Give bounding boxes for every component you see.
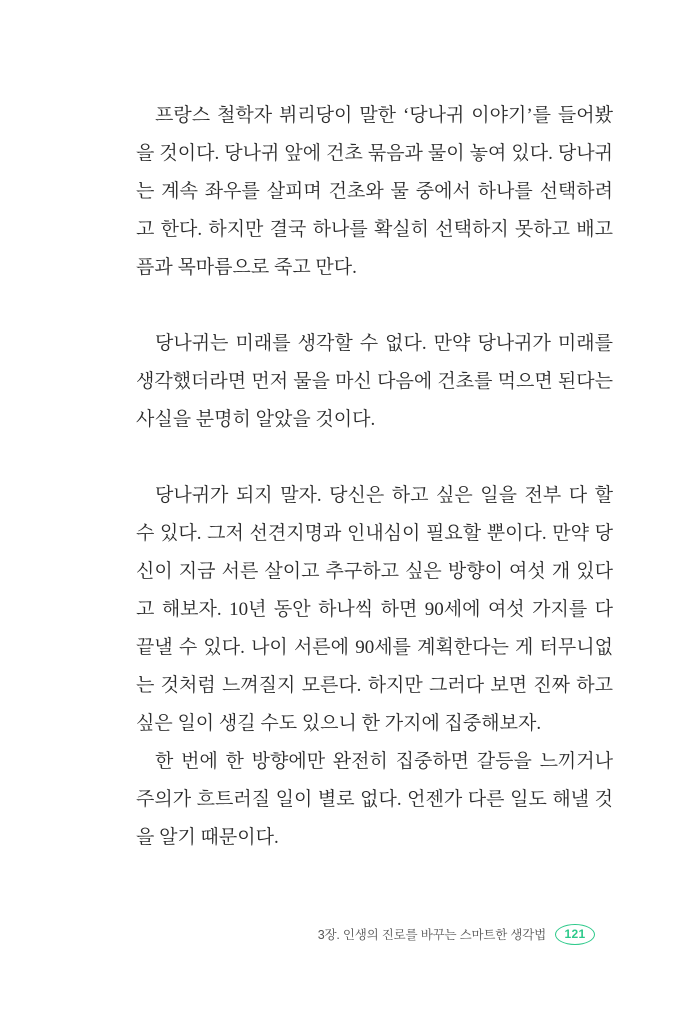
text-line: 을 알기 때문이다. <box>136 827 279 848</box>
text-line: 프랑스 철학자 뷔리당이 말한 ‘당나귀 이야기’를 들어봤 <box>155 105 613 126</box>
paragraph <box>136 477 613 743</box>
paragraph <box>136 325 613 439</box>
text-line: 는 계속 좌우를 살피며 건초와 물 중에서 하나를 선택하려 <box>136 181 613 202</box>
text-line: 픔과 목마름으로 죽고 만다. <box>136 257 357 278</box>
page-number-badge <box>555 924 595 945</box>
paragraph <box>136 97 613 287</box>
paragraph <box>136 743 613 857</box>
text-line: 신이 지금 서른 살이고 추구하고 싶은 방향이 여섯 개 있다 <box>136 561 613 582</box>
text-line: 한 번에 한 방향에만 완전히 집중하면 갈등을 느끼거나 <box>155 751 613 772</box>
page-footer <box>318 921 595 947</box>
text-line: 끝낼 수 있다. 나이 서른에 90세를 계획한다는 게 터무니없 <box>136 637 613 658</box>
footer-chapter-label: 3장. 인생의 진로를 바꾸는 스마트한 생각법 <box>317 928 546 942</box>
text-line: 생각했더라면 먼저 물을 마신 다음에 건초를 먹으면 된다는 <box>136 371 613 392</box>
text-line: 는 것처럼 느껴질지 모른다. 하지만 그러다 보면 진짜 하고 <box>136 675 613 696</box>
text-line: 을 것이다. 당나귀 앞에 건초 묶음과 물이 놓여 있다. 당나귀 <box>136 143 613 164</box>
text-line: 수 있다. 그저 선견지명과 인내심이 필요할 뿐이다. 만약 당 <box>136 523 613 544</box>
text-line: 싶은 일이 생길 수도 있으니 한 가지에 집중해보자. <box>136 713 542 734</box>
text-line: 당나귀는 미래를 생각할 수 없다. 만약 당나귀가 미래를 <box>155 333 613 354</box>
page-number: 121 <box>564 927 586 941</box>
text-line: 주의가 흐트러질 일이 별로 없다. 언젠가 다른 일도 해낼 것 <box>136 789 613 810</box>
body-text <box>136 97 613 857</box>
text-line: 사실을 분명히 알았을 것이다. <box>136 409 376 430</box>
text-line: 고 해보자. 10년 동안 하나씩 하면 90세에 여섯 가지를 다 <box>136 599 613 620</box>
text-line: 당나귀가 되지 말자. 당신은 하고 싶은 일을 전부 다 할 <box>155 485 613 506</box>
text-line: 고 한다. 하지만 결국 하나를 확실히 선택하지 못하고 배고 <box>136 219 613 240</box>
